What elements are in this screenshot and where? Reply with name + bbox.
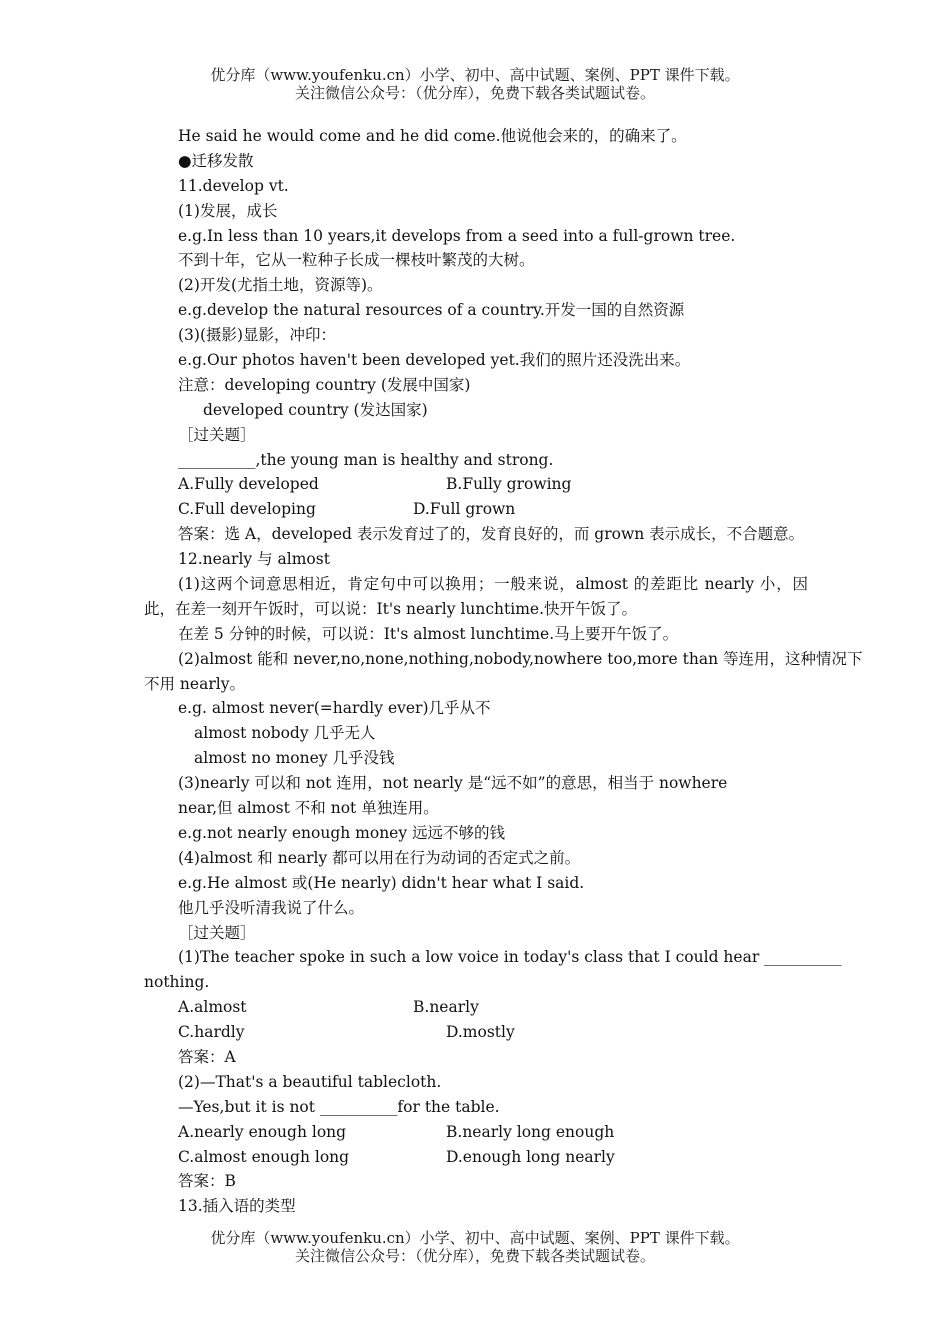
section-heading: ●迁移发散 — [178, 151, 254, 170]
topic-heading: 13.插入语的类型 — [178, 1197, 296, 1216]
question-line: nothing. — [144, 973, 210, 992]
text-line: (1)这两个词意思相近，肯定句中可以换用；一般来说，almost 的差距比 nearly 小，因 — [178, 575, 808, 594]
options-row — [144, 497, 808, 522]
option-d: D.mostly — [446, 1023, 515, 1042]
example-line: e.g. almost never(=hardly ever)几乎从不 — [178, 699, 491, 718]
text-line: He said he would come and he did come.他说他会来的，的确来了。 — [178, 127, 687, 145]
text-line: 不用 nearly。 — [144, 674, 245, 693]
example-line: e.g.Our photos haven't been developed yet.我们的照片还没洗出来。 — [178, 351, 691, 370]
text-line: (3)(摄影)显影，冲印： — [178, 326, 337, 345]
text-line: near,但 almost 不和 not 单独连用。 — [178, 799, 439, 818]
topic-heading: 11.develop vt. — [178, 176, 289, 195]
option-c: C.hardly — [178, 1023, 245, 1042]
text-line: (3)nearly 可以和 not 连用，not nearly 是“远不如”的意思，相当于 nowhere — [178, 774, 728, 793]
options-row — [144, 1020, 808, 1045]
options-row — [144, 1120, 808, 1145]
option-d: D.enough long nearly — [446, 1147, 615, 1166]
page-footer — [0, 1229, 950, 1265]
answer-line: 答案：选 A，developed 表示发育过了的，发育良好的，而 grown 表示成长，不合题意。 — [178, 525, 805, 544]
topic-heading: 12.nearly 与 almost — [178, 550, 330, 569]
question-line: (2)—That's a beautiful tablecloth. — [178, 1072, 442, 1091]
text-line: (4)almost 和 nearly 都可以用在行为动词的否定式之前。 — [178, 848, 581, 867]
example-line: almost no money 几乎没钱 — [194, 749, 395, 768]
question-line: —Yes,but it is not __________for the table. — [178, 1097, 500, 1116]
exercise-heading: ［过关题］ — [178, 923, 256, 942]
options-row — [144, 995, 808, 1020]
option-a: A.almost — [178, 998, 247, 1017]
header-line-1: 优分库（www.youfenku.cn）小学、初中、高中试题、案例、PPT 课件下载。 — [210, 66, 740, 84]
note-line: developed country (发达国家) — [203, 400, 428, 419]
exercise-heading: ［过关题］ — [178, 425, 256, 444]
text-line: (2)开发(尤指土地，资源等)。 — [178, 276, 383, 295]
option-a: A.Fully developed — [178, 475, 319, 494]
text-line: (1)发展，成长 — [178, 201, 278, 220]
example-line: e.g.In less than 10 years,it develops from a seed into a full-grown tree. — [178, 226, 736, 245]
option-b: B.Fully growing — [446, 475, 572, 494]
example-line: almost nobody 几乎无人 — [194, 724, 376, 743]
option-b: B.nearly long enough — [446, 1122, 615, 1141]
example-line: e.g.He almost 或(He nearly) didn't hear what I said. — [178, 873, 585, 892]
options-row — [144, 1145, 808, 1170]
question-line: __________,the young man is healthy and strong. — [178, 450, 554, 469]
option-c: C.almost enough long — [178, 1147, 350, 1166]
text-line: 在差 5 分钟的时候，可以说：It's almost lunchtime.马上要开午饭了。 — [178, 624, 679, 643]
answer-line: 答案：B — [178, 1172, 236, 1191]
page-header — [0, 66, 950, 102]
option-c: C.Full developing — [178, 500, 316, 519]
question-line: (1)The teacher spoke in such a low voice in today's class that I could hear __________ — [178, 948, 842, 967]
document-body — [144, 124, 863, 1219]
options-row — [144, 472, 808, 497]
option-a: A.nearly enough long — [178, 1122, 347, 1141]
note-line: 注意：developing country (发展中国家) — [178, 375, 471, 394]
example-line: e.g.develop the natural resources of a country.开发一国的自然资源 — [178, 301, 685, 320]
footer-line-2: 关注微信公众号：（优分库），免费下载各类试题试卷。 — [294, 1247, 655, 1265]
header-line-2: 关注微信公众号：（优分库），免费下载各类试题试卷。 — [294, 84, 655, 102]
option-b: B.nearly — [413, 998, 479, 1017]
footer-line-1: 优分库（www.youfenku.cn）小学、初中、高中试题、案例、PPT 课件下载。 — [210, 1229, 740, 1247]
text-line: 他几乎没听清我说了什么。 — [178, 898, 365, 917]
option-d: D.Full grown — [413, 500, 516, 519]
text-line: 不到十年，它从一粒种子长成一棵枝叶繁茂的大树。 — [178, 251, 535, 270]
text-line: (2)almost 能和 never,no,none,nothing,nobody,nowhere too,more than 等连用，这种情况下 — [178, 649, 863, 668]
example-line: e.g.not nearly enough money 远远不够的钱 — [178, 823, 506, 842]
answer-line: 答案：A — [178, 1047, 236, 1066]
text-line: 此，在差一刻开午饭时，可以说：It's nearly lunchtime.快开午饭了。 — [144, 599, 638, 618]
